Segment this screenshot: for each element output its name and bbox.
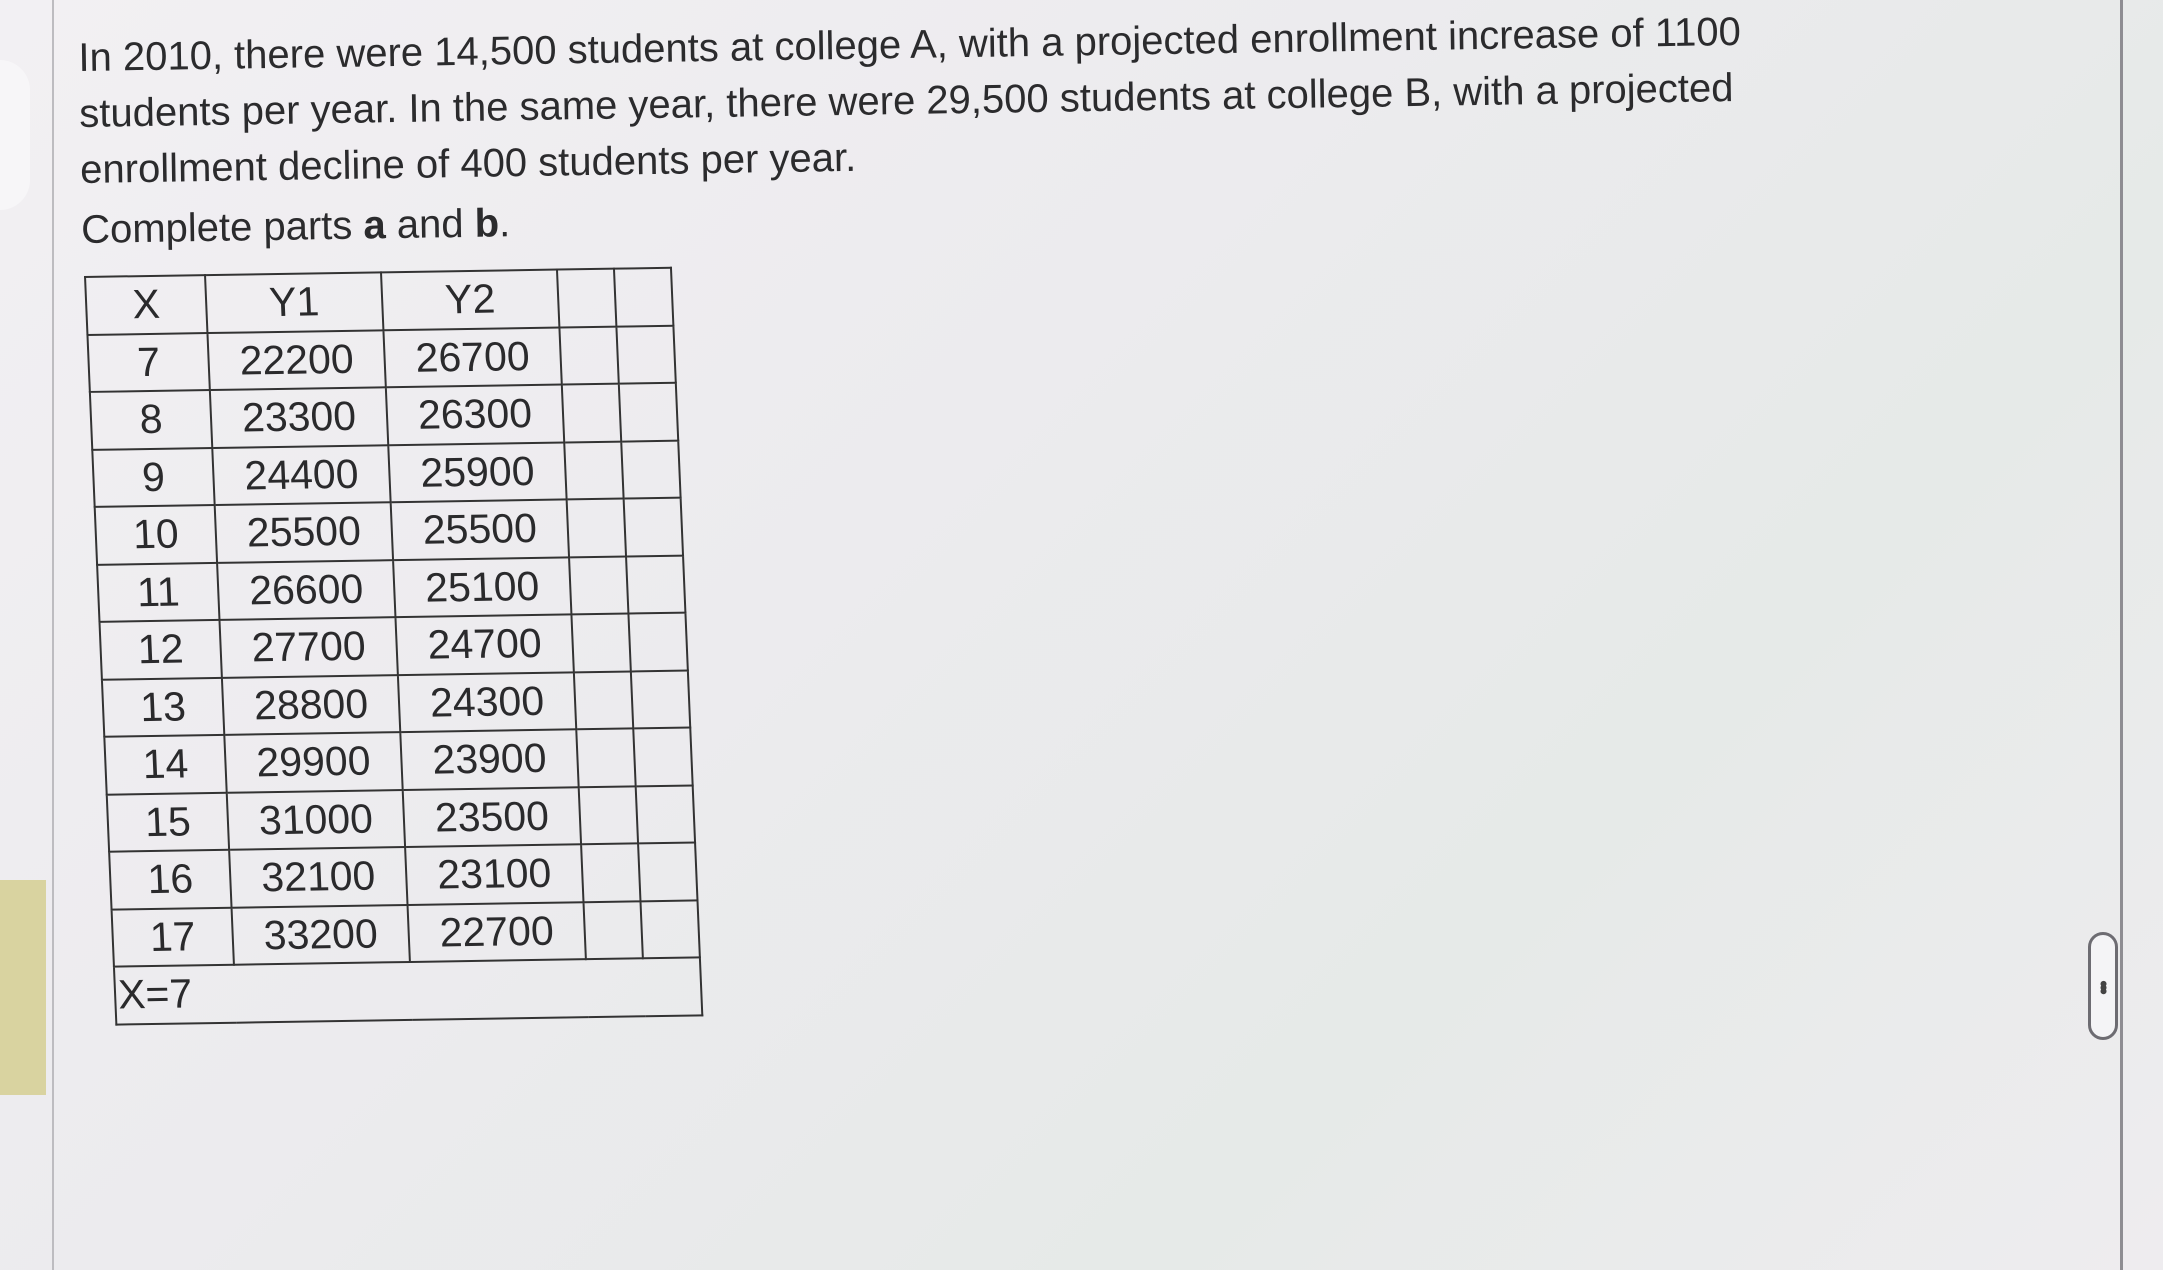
cell-y1: 26600	[217, 560, 395, 620]
cell-empty	[624, 498, 683, 556]
cell-y2: 25900	[388, 442, 566, 502]
cell-empty	[576, 728, 635, 786]
table-row	[97, 555, 685, 622]
header-empty-1	[557, 269, 616, 327]
cell-empty	[628, 613, 687, 671]
cell-empty	[621, 440, 680, 498]
cell-empty	[616, 325, 675, 383]
cell-x: 12	[99, 620, 221, 679]
left-side-strip	[0, 880, 46, 1095]
header-y2: Y2	[381, 270, 559, 330]
cell-y1: 28800	[222, 675, 400, 735]
table-row	[87, 325, 675, 392]
table-row	[104, 728, 692, 795]
header-x: X	[85, 275, 207, 334]
question-text	[78, 0, 1961, 258]
instruction-and: and	[385, 201, 476, 248]
more-dots-icon: •••	[2091, 980, 2116, 992]
table-row	[109, 842, 697, 909]
cell-y2: 24700	[395, 614, 573, 674]
cell-empty	[619, 383, 678, 441]
cell-x: 9	[92, 448, 214, 507]
table-row	[99, 613, 687, 680]
cell-y2: 23500	[403, 787, 581, 847]
cell-y1: 27700	[219, 617, 397, 677]
header-empty-2	[614, 268, 673, 326]
cell-y1: 33200	[232, 904, 410, 964]
table-row	[90, 383, 678, 450]
cell-y1: 29900	[224, 732, 402, 792]
table-status-row	[114, 957, 702, 1024]
calculator-table-image	[84, 267, 703, 1025]
cell-empty	[574, 671, 633, 729]
cell-empty	[571, 613, 630, 671]
cell-empty	[579, 786, 638, 844]
cell-y1: 32100	[229, 847, 407, 907]
table-header-row	[85, 268, 673, 335]
cell-x: 7	[87, 333, 209, 392]
table-row	[112, 900, 700, 967]
cell-y1: 23300	[210, 387, 388, 447]
cell-empty	[631, 670, 690, 728]
cell-empty	[633, 728, 692, 786]
cell-empty	[638, 842, 697, 900]
cell-empty	[567, 499, 626, 557]
cell-empty	[583, 901, 642, 959]
table-row	[92, 440, 680, 507]
cell-y2: 22700	[408, 902, 586, 962]
panel-divider[interactable]	[2120, 0, 2123, 1270]
cell-y2: 24300	[398, 672, 576, 732]
panel-left-border	[52, 0, 54, 1270]
cell-y1: 25500	[215, 502, 393, 562]
cell-x: 11	[97, 562, 219, 621]
instruction-suffix: .	[498, 201, 511, 246]
table-status: X=7	[114, 957, 702, 1024]
cell-empty	[569, 556, 628, 614]
table-body	[87, 325, 699, 966]
cell-y2: 25100	[393, 557, 571, 617]
table-row	[102, 670, 690, 737]
question-line-3: enrollment decline of 400 students per year.	[79, 135, 857, 192]
more-options-button[interactable]	[2088, 932, 2118, 1040]
cell-x: 14	[104, 735, 226, 794]
cell-empty	[564, 441, 623, 499]
cell-y2: 23900	[400, 729, 578, 789]
cell-x: 13	[102, 677, 224, 736]
question-line-1: In 2010, there were 14,500 students at college A, with a projected enrollment increase of 1100	[78, 9, 1742, 80]
cell-empty	[640, 900, 699, 958]
cell-empty	[581, 843, 640, 901]
cell-y2: 26300	[386, 385, 564, 445]
part-b-label: b	[474, 201, 500, 246]
cell-y2: 26700	[383, 327, 561, 387]
cell-y1: 24400	[212, 445, 390, 505]
cell-y1: 22200	[207, 330, 385, 390]
screen-glare	[0, 60, 30, 210]
cell-x: 17	[112, 907, 234, 966]
cell-x: 16	[109, 850, 231, 909]
cell-x: 10	[95, 505, 217, 564]
cell-empty	[562, 384, 621, 442]
table-row	[107, 785, 695, 852]
cell-x: 8	[90, 390, 212, 449]
cell-y2: 23100	[405, 844, 583, 904]
cell-empty	[636, 785, 695, 843]
part-a-label: a	[363, 203, 387, 248]
cell-empty	[559, 326, 618, 384]
cell-y1: 31000	[227, 790, 405, 850]
calculator-table	[84, 267, 703, 1025]
header-y1: Y1	[205, 272, 383, 332]
cell-y2: 25500	[391, 499, 569, 559]
cell-empty	[626, 555, 685, 613]
instruction-prefix: Complete parts	[80, 203, 364, 252]
cell-x: 15	[107, 792, 229, 851]
table-row	[95, 498, 683, 565]
question-line-2: students per year. In the same year, there were 29,500 students at college B, with a projected	[78, 66, 1734, 136]
